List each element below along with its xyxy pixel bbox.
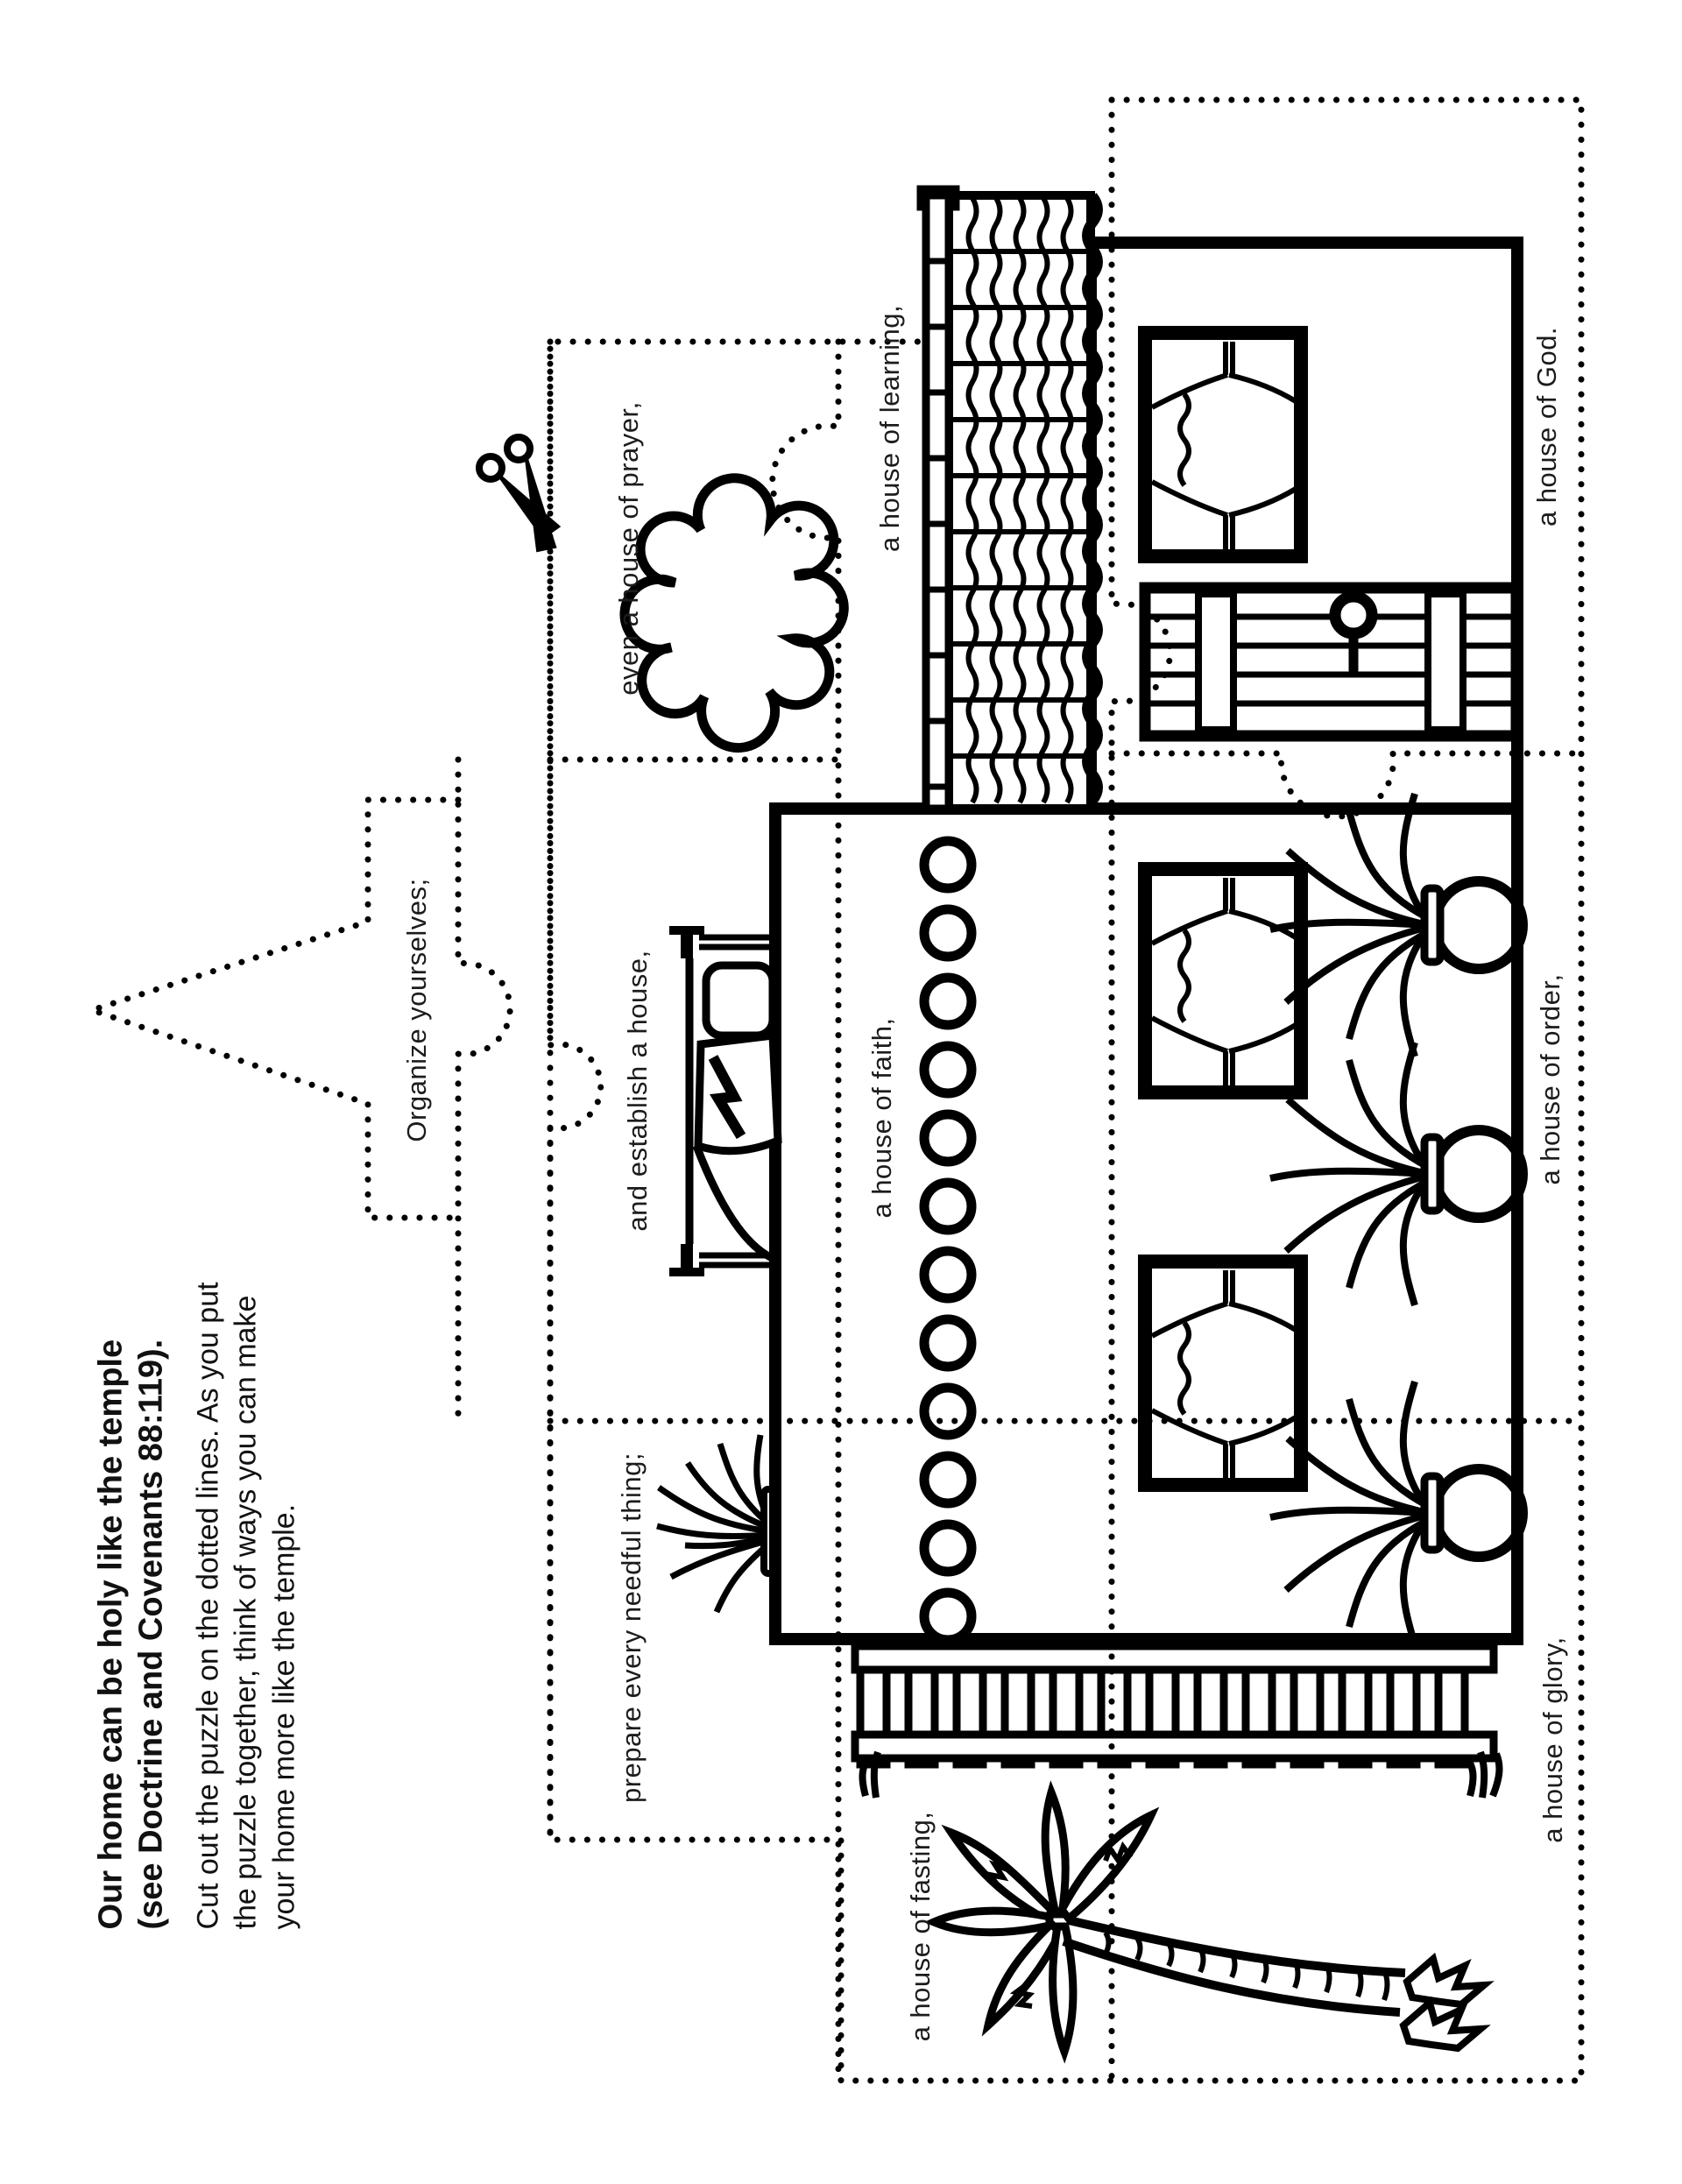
puzzle-label-organize: Organize yourselves; <box>401 878 432 1142</box>
puzzle-label-god: a house of God. <box>1531 326 1562 527</box>
scissors-icon <box>479 437 558 550</box>
cut-line-vertical <box>458 760 510 1421</box>
puzzle-label-establish: and establish a house, <box>622 950 653 1232</box>
puzzle-label-faith: a house of faith, <box>866 1017 897 1219</box>
agave-plant-drawing <box>657 1428 776 1639</box>
fence-drawing <box>855 1642 1499 1798</box>
heading-block <box>90 1277 303 1930</box>
cut-line-vertical <box>550 342 601 1840</box>
bed-drawing <box>669 930 778 1272</box>
puzzle-label-fasting: a house of fasting, <box>905 1811 936 2042</box>
page-title-line1: Our home can be holy like the temple <box>92 1339 130 1930</box>
window-drawing <box>1145 1262 1301 1485</box>
door-drawing <box>1145 588 1516 736</box>
door-ring-handle <box>1335 597 1372 633</box>
window-drawing <box>1145 333 1301 556</box>
puzzle-label-learning: a house of learning, <box>874 304 905 553</box>
puzzle-label-order: a house of order, <box>1535 973 1565 1185</box>
instructions-text: Cut out the puzzle on the dotted lines. As you put the puzzle together, think of ways you can make your home more like the temple. <box>191 1282 301 1930</box>
palm-tree-drawing <box>934 1792 1484 2052</box>
puzzle-label-prayer: even a house of prayer, <box>613 401 644 696</box>
puzzle-label-prepare: prepare every needful thing; <box>616 1452 647 1804</box>
cloud-drawing <box>625 478 844 748</box>
page-title-line2: (see Doctrine and Covenants 88:119). <box>132 1339 170 1930</box>
window-drawing <box>1145 869 1301 1092</box>
roof-drawing <box>921 189 1098 809</box>
puzzle-label-glory: a house of glory, <box>1537 1636 1568 1843</box>
